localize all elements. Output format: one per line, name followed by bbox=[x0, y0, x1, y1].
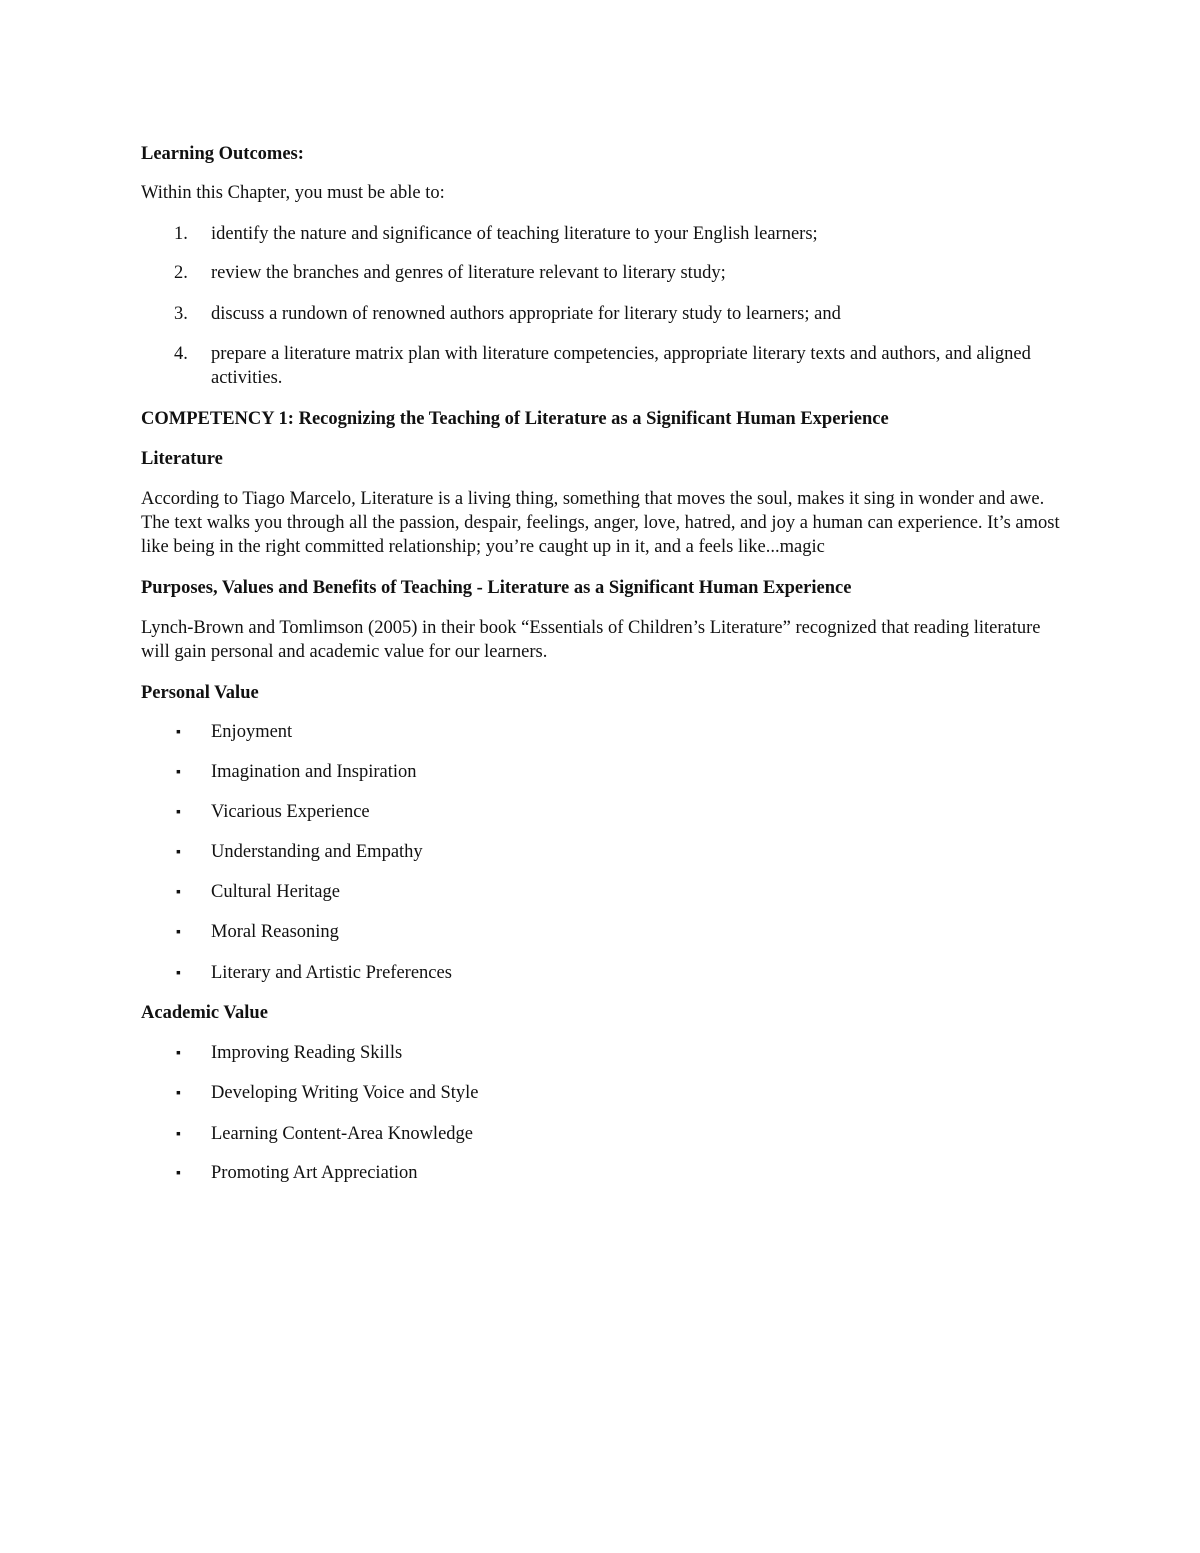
bullet-icon: ▪ bbox=[176, 966, 181, 981]
list-item-text: Vicarious Experience bbox=[211, 802, 370, 822]
list-item-text: prepare a literature matrix plan with literature competencies, appropriate literary texts and authors, and aligned activities. bbox=[211, 344, 1031, 388]
personal-value-heading: Personal Value bbox=[141, 683, 259, 703]
competency-heading: COMPETENCY 1: Recognizing the Teaching of Literature as a Significant Human Experience bbox=[141, 409, 889, 429]
list-item-text: Moral Reasoning bbox=[211, 922, 339, 942]
list-item-text: Understanding and Empathy bbox=[211, 842, 423, 862]
learning-outcomes-heading: Learning Outcomes: bbox=[141, 144, 304, 164]
list-item-text: Learning Content-Area Knowledge bbox=[211, 1124, 473, 1144]
list-item-text: Imagination and Inspiration bbox=[211, 762, 417, 782]
list-item-text: Improving Reading Skills bbox=[211, 1043, 403, 1063]
bullet-icon: ▪ bbox=[176, 805, 181, 820]
literature-heading: Literature bbox=[141, 449, 223, 469]
bullet-icon: ▪ bbox=[176, 885, 181, 900]
bullet-icon: ▪ bbox=[176, 845, 181, 860]
purposes-paragraph: Lynch-Brown and Tomlimson (2005) in their book “Essentials of Children’s Literature” recognized that reading literature will gain personal and academic value for our learners. bbox=[141, 618, 1041, 662]
list-item-text: Promoting Art Appreciation bbox=[211, 1163, 418, 1183]
bullet-icon: ▪ bbox=[176, 1046, 181, 1061]
list-item-text: Enjoyment bbox=[211, 722, 293, 742]
bullet-icon: ▪ bbox=[176, 1127, 181, 1142]
list-item-text: discuss a rundown of renowned authors appropriate for literary study to learners; and bbox=[211, 304, 841, 324]
bullet-icon: ▪ bbox=[176, 1086, 181, 1101]
list-item-text: identify the nature and significance of teaching literature to your English learners; bbox=[211, 224, 818, 244]
list-item-text: review the branches and genres of literature relevant to literary study; bbox=[211, 263, 726, 283]
bullet-icon: ▪ bbox=[176, 1166, 181, 1181]
list-item-number: 1. bbox=[174, 224, 188, 244]
bullet-icon: ▪ bbox=[176, 725, 181, 740]
academic-value-heading: Academic Value bbox=[141, 1003, 268, 1023]
list-item-number: 4. bbox=[174, 344, 188, 364]
learning-outcomes-intro: Within this Chapter, you must be able to: bbox=[141, 183, 445, 203]
list-item-number: 2. bbox=[174, 263, 188, 283]
list-item-text: Cultural Heritage bbox=[211, 882, 340, 902]
list-item-text: Literary and Artistic Preferences bbox=[211, 963, 452, 983]
bullet-icon: ▪ bbox=[176, 765, 181, 780]
purposes-heading: Purposes, Values and Benefits of Teaching - Literature as a Significant Human Experience bbox=[141, 578, 852, 598]
list-item-text: Developing Writing Voice and Style bbox=[211, 1083, 479, 1103]
bullet-icon: ▪ bbox=[176, 925, 181, 940]
list-item-number: 3. bbox=[174, 304, 188, 324]
literature-paragraph: According to Tiago Marcelo, Literature is a living thing, something that moves the soul, makes it sing in wonder and awe. The text walks you through all the passion, despair, feelings, anger, love, hatred, and joy a human can experience. It’s amost like being in the right committed relationship; you’re caught up in it, and a feels like...magic bbox=[141, 489, 1060, 557]
